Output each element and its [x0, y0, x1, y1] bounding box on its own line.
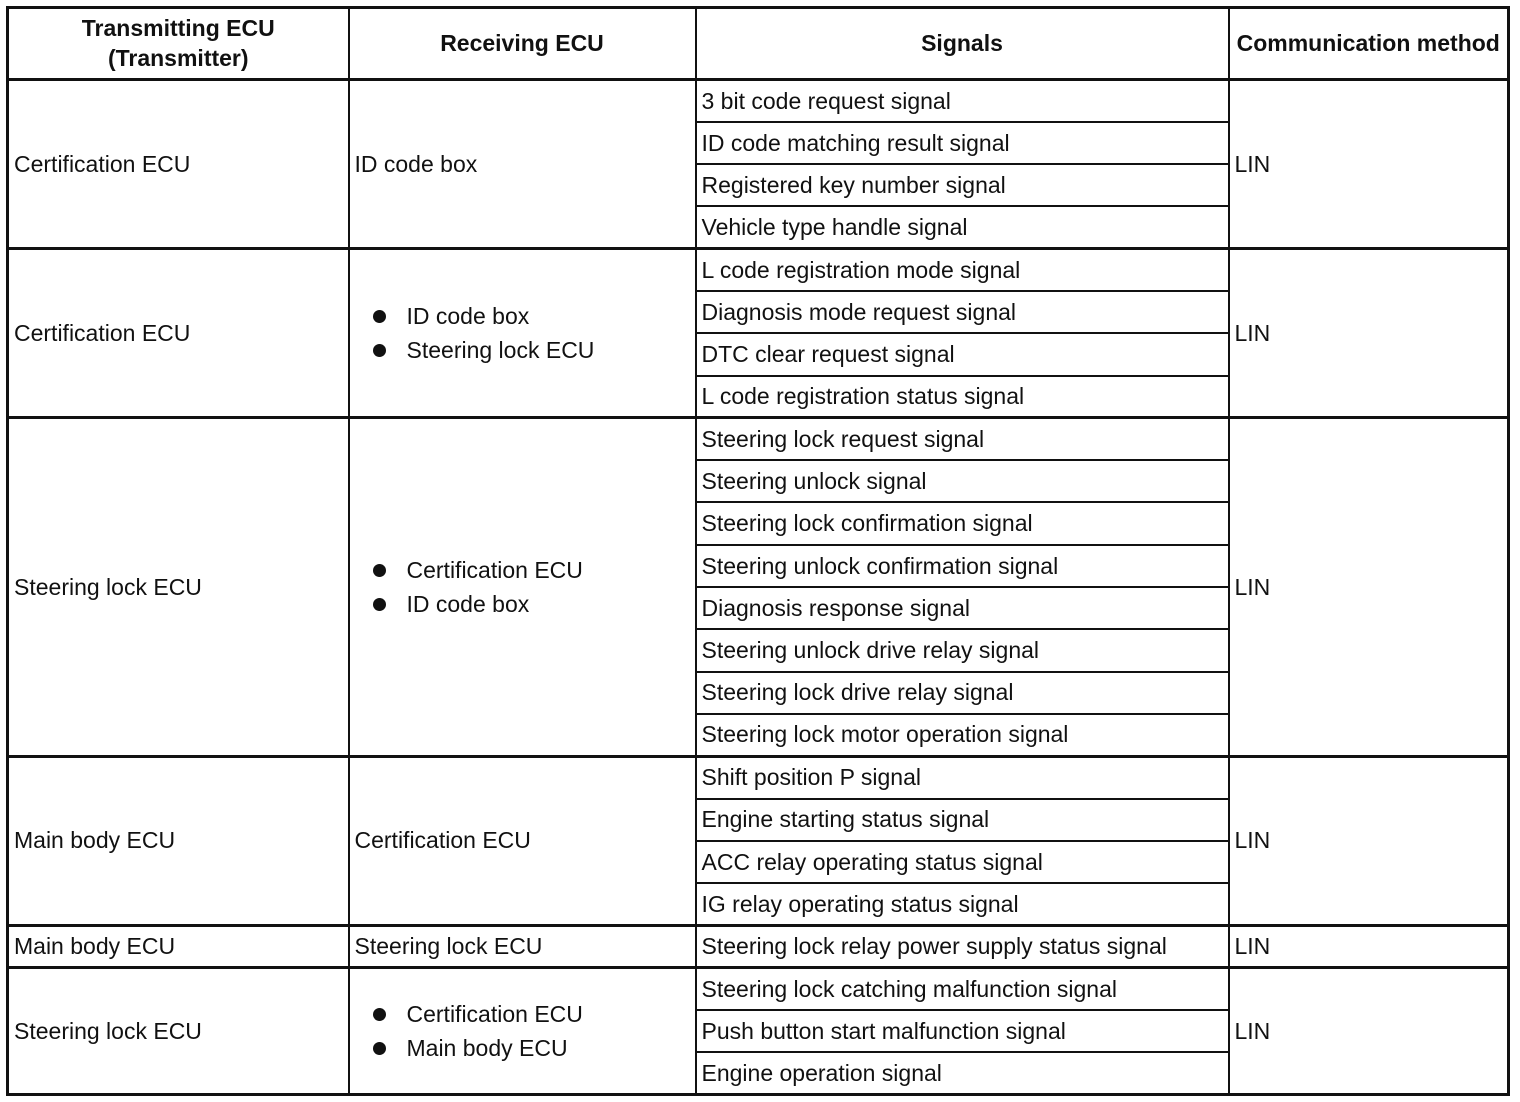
signal-cell: Steering unlock confirmation signal — [696, 545, 1229, 587]
header-signals: Signals — [696, 8, 1229, 80]
signal-cell: Steering lock motor operation signal — [696, 714, 1229, 756]
transmitting-ecu-cell: Certification ECU — [8, 249, 349, 418]
signal-cell: Steering lock request signal — [696, 418, 1229, 460]
signal-cell: Engine operation signal — [696, 1052, 1229, 1094]
receiver-list-item — [373, 1031, 695, 1065]
transmitting-ecu-cell: Main body ECU — [8, 756, 349, 925]
table-row — [8, 968, 1509, 1010]
signal-cell: ACC relay operating status signal — [696, 841, 1229, 883]
bullet-icon — [373, 310, 386, 323]
receiver-label: Main body ECU — [406, 1035, 568, 1062]
signal-cell: Vehicle type handle signal — [696, 206, 1229, 248]
transmitting-ecu-cell: Certification ECU — [8, 80, 349, 249]
communication-method-cell: LIN — [1229, 925, 1509, 967]
header-row — [8, 8, 1509, 80]
communication-method-cell: LIN — [1229, 80, 1509, 249]
signal-cell: L code registration mode signal — [696, 249, 1229, 291]
bullet-icon — [373, 1042, 386, 1055]
signal-cell: Diagnosis mode request signal — [696, 291, 1229, 333]
receiver-list-item — [373, 333, 695, 367]
communication-method-cell: LIN — [1229, 418, 1509, 756]
table-header — [8, 8, 1509, 80]
receiving-ecu-cell — [349, 968, 696, 1095]
receiver-label: Steering lock ECU — [406, 337, 595, 364]
table-row — [8, 249, 1509, 291]
signal-cell: Steering unlock signal — [696, 460, 1229, 502]
signal-cell: Registered key number signal — [696, 164, 1229, 206]
receiver-list-item — [373, 997, 695, 1031]
signal-cell: Steering lock confirmation signal — [696, 502, 1229, 544]
signal-cell: Steering lock relay power supply status signal — [696, 925, 1229, 967]
receiving-ecu-cell — [349, 418, 696, 756]
receiving-ecu-cell — [349, 249, 696, 418]
bullet-icon — [373, 564, 386, 577]
bullet-icon — [373, 598, 386, 611]
receiving-ecu-cell: ID code box — [349, 80, 696, 249]
header-communication-method: Communication method — [1229, 8, 1509, 80]
bullet-icon — [373, 1008, 386, 1021]
receiver-list — [355, 299, 695, 367]
signal-cell: ID code matching result signal — [696, 122, 1229, 164]
signal-cell: IG relay operating status signal — [696, 883, 1229, 925]
signal-cell: 3 bit code request signal — [696, 80, 1229, 122]
receiver-label: Certification ECU — [406, 557, 583, 584]
receiver-list-item — [373, 553, 695, 587]
signal-cell: Steering unlock drive relay signal — [696, 629, 1229, 671]
receiver-label: ID code box — [406, 591, 530, 618]
receiver-list-item — [373, 299, 695, 333]
table-row — [8, 756, 1509, 798]
communication-method-cell: LIN — [1229, 968, 1509, 1095]
receiver-list — [355, 997, 695, 1065]
transmitting-ecu-cell: Steering lock ECU — [8, 418, 349, 756]
receiving-ecu-cell: Certification ECU — [349, 756, 696, 925]
signal-cell: Engine starting status signal — [696, 799, 1229, 841]
signal-cell: Steering lock drive relay signal — [696, 672, 1229, 714]
signal-cell: Steering lock catching malfunction signal — [696, 968, 1229, 1010]
receiver-list — [355, 553, 695, 621]
table-row — [8, 80, 1509, 122]
signal-cell: L code registration status signal — [696, 376, 1229, 418]
receiver-list-item — [373, 587, 695, 621]
table-row — [8, 418, 1509, 460]
table-row — [8, 925, 1509, 967]
transmitting-ecu-cell: Main body ECU — [8, 925, 349, 967]
signal-cell: Diagnosis response signal — [696, 587, 1229, 629]
header-receiving-ecu: Receiving ECU — [349, 8, 696, 80]
receiving-ecu-cell: Steering lock ECU — [349, 925, 696, 967]
communication-method-cell: LIN — [1229, 756, 1509, 925]
transmitting-ecu-cell: Steering lock ECU — [8, 968, 349, 1095]
table-body — [8, 80, 1509, 1095]
signal-cell: DTC clear request signal — [696, 333, 1229, 375]
signal-cell: Push button start malfunction signal — [696, 1010, 1229, 1052]
ecu-communication-table — [6, 6, 1510, 1096]
bullet-icon — [373, 344, 386, 357]
header-transmitting-ecu: Transmitting ECU (Transmitter) — [8, 8, 349, 80]
signal-cell: Shift position P signal — [696, 756, 1229, 798]
receiver-label: Certification ECU — [406, 1001, 583, 1028]
communication-method-cell: LIN — [1229, 249, 1509, 418]
receiver-label: ID code box — [406, 303, 530, 330]
